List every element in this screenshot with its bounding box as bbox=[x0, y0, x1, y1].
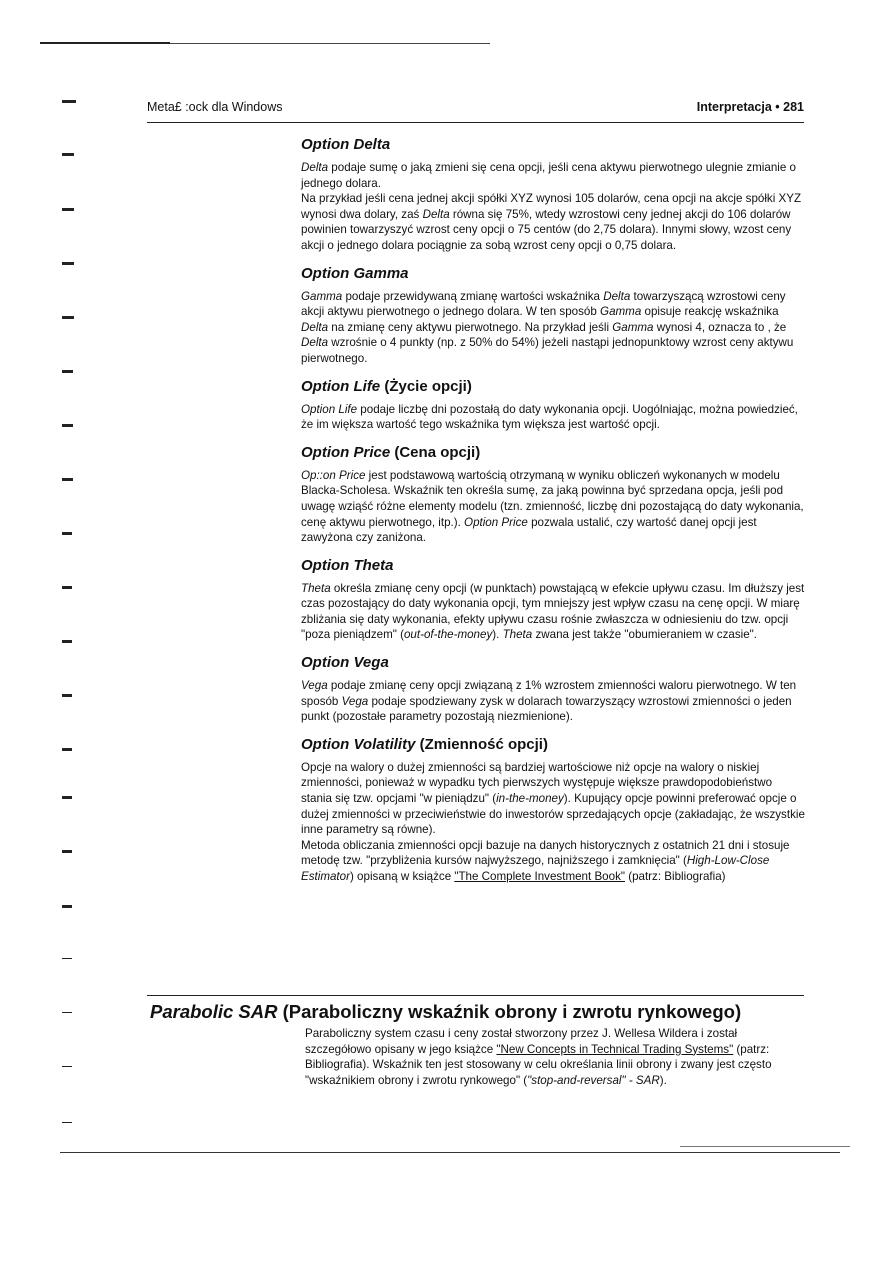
italic-term: "stop-and-reversal" - SAR bbox=[527, 1073, 660, 1087]
section-heading bbox=[301, 557, 806, 574]
section-body bbox=[301, 760, 806, 885]
section-heading bbox=[301, 378, 806, 395]
section-heading-rest: (Życie opcji) bbox=[380, 377, 472, 395]
body-text: (patrz: Bibliografia). Wskaźnik ten jest stosowany w celu określania linii obrony i zwany jest często "wskaźnikiem obrony i zwrotu rynkowego" ( bbox=[305, 1042, 772, 1087]
body-text: podaje zmianę ceny opcji związaną z 1% wzrostem zmienności waloru pierwotnego. W ten sposób bbox=[301, 679, 797, 708]
italic-term: Theta bbox=[502, 628, 533, 642]
section-body bbox=[301, 678, 806, 725]
body-text: zwana jest także "obumieraniem w czasie". bbox=[532, 628, 757, 642]
binding-mark bbox=[62, 478, 73, 481]
binding-mark bbox=[62, 1122, 72, 1123]
italic-term: Op::on Price bbox=[301, 468, 366, 482]
header-rule bbox=[147, 122, 804, 123]
binding-mark bbox=[62, 796, 72, 799]
body-text: towarzyszącą wzrostowi ceny akcji aktywu pierwotnego o jednego dolara. W ten sposób bbox=[301, 289, 786, 319]
binding-mark bbox=[62, 532, 72, 535]
definition-section bbox=[301, 444, 806, 546]
body-text: podaje przewidywaną zmianę wartości wskaźnika bbox=[342, 289, 604, 303]
italic-term: High-Low-Close Estimator bbox=[301, 854, 770, 883]
section-body bbox=[301, 468, 806, 546]
section-body bbox=[301, 402, 806, 433]
section-heading-italic: Option Volatility bbox=[301, 735, 416, 753]
italic-term: Option Price bbox=[464, 515, 528, 529]
binding-mark bbox=[62, 905, 72, 908]
italic-term: Delta bbox=[422, 207, 450, 221]
body-text: jest podstawową wartością otrzymaną w wyniku obliczeń wykonanych w modelu Blacka-Scholesa. Wskaźnik ten określa sumę, za jaką powinna być sprzedana opcja, jeśli pod uwagę wziąść różne elementy modelu (tzn. zmienność, liczbę dni pozostającą do daty wykonania, cenę aktywu pierwotnego, itp.). bbox=[301, 468, 804, 529]
binding-mark bbox=[62, 958, 72, 959]
italic-term: Theta bbox=[301, 581, 331, 595]
binding-mark bbox=[62, 1012, 72, 1013]
section-body bbox=[301, 581, 806, 643]
scan-edge-line bbox=[60, 1152, 840, 1153]
italic-term: Vega bbox=[301, 679, 328, 693]
binding-mark bbox=[62, 694, 72, 697]
definition-section bbox=[301, 378, 806, 433]
body-text: wzrośnie o 4 punkty (np. z 50% do 54%) jeżeli nastąpi jednopunktowy wzrost ceny aktywu pierwotnego. bbox=[301, 336, 794, 365]
body-text: ). bbox=[492, 628, 503, 642]
definition-section bbox=[301, 736, 806, 885]
italic-term: Gamma bbox=[301, 289, 343, 303]
binding-mark bbox=[62, 586, 72, 589]
body-text: ). bbox=[659, 1073, 667, 1087]
body-text: na zmianę ceny aktywu pierwotnego. Na przykład jeśli bbox=[328, 320, 613, 334]
body-text: pozwala ustalić, czy wartość danej opcji jest zawyżona czy zaniżona. bbox=[301, 515, 757, 545]
section-heading-italic: Option Delta bbox=[301, 136, 391, 153]
parabolic-body bbox=[305, 1026, 805, 1088]
section-heading-italic: Option Price bbox=[301, 443, 391, 461]
italic-term: in-the-money bbox=[496, 792, 564, 806]
binding-mark bbox=[62, 153, 74, 156]
section-heading bbox=[301, 736, 806, 753]
body-text: podaje liczbę dni pozostałą do daty wykonania opcji. Uogólniając, można powiedzieć, że im większa wartość tego wskaźnika tym większa jest wartość opcji. bbox=[301, 402, 798, 432]
italic-term: Delta bbox=[301, 320, 329, 334]
binding-mark bbox=[62, 748, 72, 751]
definition-section bbox=[301, 265, 806, 367]
body-text: Na przykład jeśli cena jednej akcji spółki XYZ wynosi 105 dolarów, cena opcji na akcje spółki XYZ wynosi dwa dolary, zaś bbox=[301, 192, 802, 221]
binding-mark bbox=[62, 850, 72, 853]
body-text: opisuje reakcję wskaźnika bbox=[641, 305, 779, 319]
section-heading bbox=[301, 444, 806, 461]
italic-term: Vega bbox=[341, 694, 369, 708]
book-reference: "The Complete Investment Book" bbox=[454, 870, 625, 883]
body-text: Opcje na walory o dużej zmienności są bardziej wartościowe niż opcje na walory o niskiej zmienności, ponieważ w wypadku tych pierwszych występuje większe prawdopodobieństwo stania się tzw. opcjami "w pieniądzu" ( bbox=[301, 760, 773, 806]
section-heading bbox=[301, 136, 806, 153]
body-text: ) opisaną w książce bbox=[349, 870, 455, 883]
italic-term: Delta bbox=[603, 289, 631, 303]
definitions-column bbox=[301, 136, 806, 896]
binding-mark bbox=[62, 262, 74, 265]
section-heading bbox=[301, 265, 806, 282]
binding-mark bbox=[62, 316, 74, 319]
section-heading bbox=[301, 654, 806, 671]
body-text: podaje sumę o jaką zmieni się cena opcji, jeśli cena aktywu pierwotnego ulegnie zmianie o jednego dolara. bbox=[301, 161, 796, 190]
body-text: (patrz: Bibliografia) bbox=[624, 870, 726, 883]
italic-term: Option Life bbox=[301, 402, 358, 416]
body-text: równa się 75%, wtedy wzrostowi ceny jednej akcji do 106 dolarów powinien towarzyszyć wzrost ceny opcji o 75 centów (do 2,75 dolara). Innymi słowy, wzost ceny akcji o jednego dolara pociągnie za sobą wzrost ceny opcji o 0,75 dolara. bbox=[301, 207, 792, 252]
section-body bbox=[301, 160, 806, 254]
section-heading-rest: (Zmienność opcji) bbox=[415, 735, 548, 753]
body-text: określa zmianę ceny opcji (w punktach) powstającą w efekcie upływu czasu. Im dłuższy jest czas pozostający do daty wykonania opcji, tym mniejszy jest wpływ czasu na cenę opcji. W miarę zbliżania się daty wykonania, efekty upływu czasu rośnie zwłaszcza w odniesieniu do tzw. opcji "poza pieniądzem" ( bbox=[301, 581, 805, 642]
italic-term: Gamma bbox=[612, 320, 654, 334]
body-text: ). Kupujący opcje powinni preferować opcje o dużej zmienności w przeciwieństwie do inwestorów sprzedających opcje (zakładając, że wszystkie inne parametry są równe). bbox=[301, 792, 805, 837]
definition-section bbox=[301, 136, 806, 254]
body-text: Metoda obliczania zmienności opcji bazuje na danych historycznych z ostatnich 21 dni i stosuje metodę tzw. "przybliżenia kursów najwyższego, najniższego i zamknięcia" ( bbox=[301, 838, 790, 868]
italic-term: out-of-the-money bbox=[403, 628, 493, 642]
italic-term: Gamma bbox=[600, 305, 642, 319]
italic-term: Delta bbox=[301, 336, 329, 350]
section-heading-italic: Option Life bbox=[301, 377, 381, 395]
section-heading-italic: Option Theta bbox=[301, 556, 394, 574]
binding-mark bbox=[62, 208, 74, 211]
scan-edge-line bbox=[680, 1146, 850, 1147]
binding-mark bbox=[62, 370, 73, 373]
parabolic-title-italic: Parabolic SAR bbox=[150, 1001, 278, 1022]
section-body bbox=[301, 289, 806, 367]
binding-mark bbox=[62, 1066, 72, 1067]
section-heading-italic: Option Vega bbox=[301, 654, 389, 672]
definition-section bbox=[301, 654, 806, 725]
header-page-number: Interpretacja • 281 bbox=[696, 100, 804, 114]
binding-mark bbox=[62, 100, 76, 103]
scan-edge-line bbox=[170, 43, 490, 44]
binding-mark bbox=[62, 424, 73, 427]
body-text: Paraboliczny system czasu i ceny został stworzony przez J. Wellesa Wildera i został szczegółowo opisany w jego książce bbox=[305, 1027, 738, 1056]
book-reference: "New Concepts in Technical Trading Systems" bbox=[496, 1042, 734, 1056]
definition-section bbox=[301, 557, 806, 643]
section-heading-italic: Option Gamma bbox=[301, 264, 409, 282]
section-heading-rest: (Cena opcji) bbox=[390, 443, 481, 461]
header-book-title: Meta£ :ock dla Windows bbox=[147, 100, 283, 114]
section-rule bbox=[147, 995, 804, 996]
italic-term: Delta bbox=[301, 161, 329, 174]
body-text: podaje spodziewany zysk w dolarach towarzyszący wzrostowi zmienności o jeden punkt (pozostałe parametry pozostają niezmienione). bbox=[301, 694, 792, 724]
body-text: wynosi 4, oznacza to , że bbox=[653, 320, 787, 334]
parabolic-sar-heading bbox=[150, 1001, 810, 1023]
parabolic-title-rest: (Paraboliczny wskaźnik obrony i zwrotu rynkowego) bbox=[277, 1001, 742, 1022]
binding-mark bbox=[62, 640, 72, 643]
scan-edge-line bbox=[40, 42, 170, 44]
